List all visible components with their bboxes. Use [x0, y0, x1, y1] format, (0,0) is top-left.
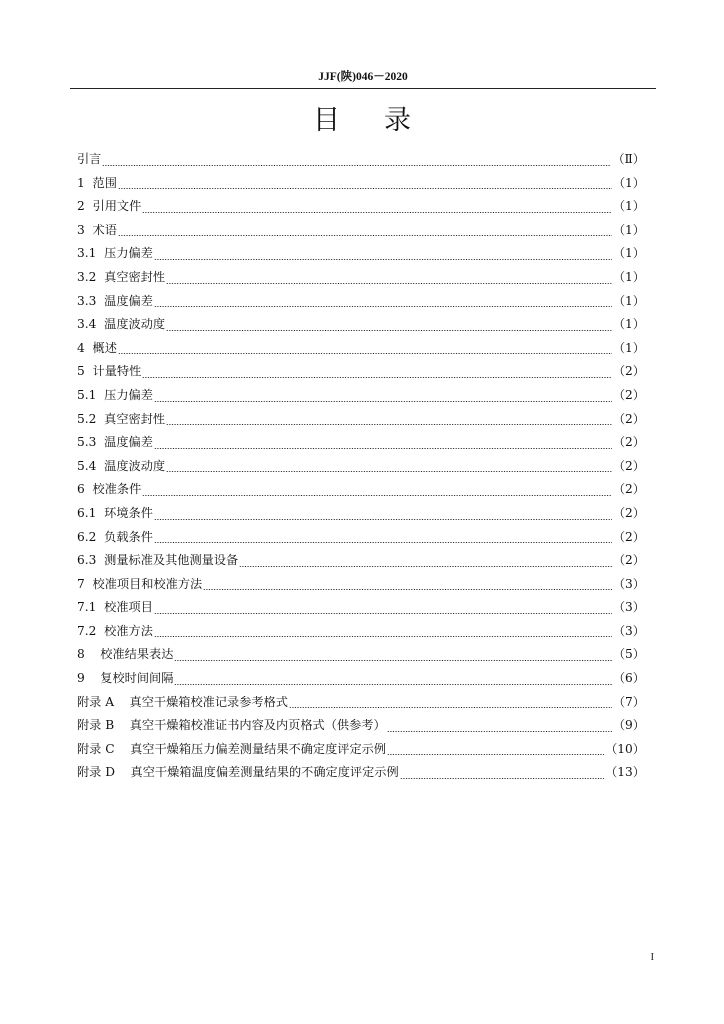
toc-dot-leader: [174, 660, 611, 661]
toc-entry-page: （2）: [612, 529, 645, 544]
toc-dot-leader: [118, 188, 612, 189]
toc-dot-leader: [166, 424, 612, 425]
toc-entry-page: （1）: [612, 293, 645, 308]
toc-entry-page: （3）: [612, 576, 645, 591]
toc-entry[interactable]: [77, 266, 645, 290]
toc-entry-title: 5.2 真空密封性: [77, 411, 166, 426]
toc-dot-leader: [154, 542, 612, 543]
toc-entry-page: （7）: [612, 694, 645, 709]
toc-entry[interactable]: [77, 313, 645, 337]
toc-entry-title: 5.4 温度波动度: [77, 458, 166, 473]
toc-entry[interactable]: [77, 549, 645, 573]
toc-entry-page: （2）: [612, 364, 645, 379]
table-of-contents: [77, 148, 645, 785]
toc-entry-page: （1）: [612, 222, 645, 237]
page-number: I: [650, 952, 654, 963]
toc-entry-title: 6 校准条件: [77, 482, 142, 497]
toc-entry-page: （1）: [612, 175, 645, 190]
toc-entry[interactable]: [77, 219, 645, 243]
toc-entry-page: （2）: [612, 482, 645, 497]
toc-entry-title: 引言: [77, 152, 102, 166]
toc-entry[interactable]: [77, 242, 645, 266]
toc-entry-page: （6）: [612, 671, 645, 686]
toc-entry-page: （1）: [612, 199, 645, 214]
toc-entry[interactable]: [77, 620, 645, 644]
toc-entry-page: （10）: [605, 741, 645, 756]
toc-dot-leader: [154, 259, 612, 260]
toc-entry[interactable]: [77, 172, 645, 196]
toc-dot-leader: [174, 684, 611, 685]
toc-dot-leader: [154, 448, 612, 449]
toc-entry-page: （3）: [612, 600, 645, 615]
toc-entry-title: 附录 C 真空干燥箱压力偏差测量结果不确定度评定示例: [77, 741, 387, 756]
toc-dot-leader: [154, 519, 612, 520]
toc-entry-page: （2）: [612, 505, 645, 520]
toc-entry[interactable]: [77, 691, 645, 715]
toc-entry[interactable]: [77, 643, 645, 667]
toc-entry-title: 7.1 校准项目: [77, 600, 153, 615]
toc-entry[interactable]: [77, 148, 645, 172]
toc-entry-title: 3.3 温度偏差: [77, 293, 153, 308]
toc-dot-leader: [166, 471, 612, 472]
toc-entry[interactable]: [77, 478, 645, 502]
toc-entry-page: （2）: [612, 387, 645, 402]
toc-entry[interactable]: [77, 667, 645, 691]
toc-dot-leader: [289, 707, 612, 708]
toc-entry-page: （3）: [612, 623, 645, 638]
toc-dot-leader: [400, 778, 604, 779]
toc-entry[interactable]: [77, 195, 645, 219]
toc-entry-title: 5.3 温度偏差: [77, 435, 153, 450]
toc-entry-title: 附录 A 真空干燥箱校准记录参考格式: [77, 694, 288, 709]
toc-entry[interactable]: [77, 337, 645, 361]
toc-entry[interactable]: [77, 290, 645, 314]
toc-entry-page: （2）: [612, 553, 645, 568]
toc-entry-title: 3.4 温度波动度: [77, 317, 166, 332]
toc-entry-title: 1 范围: [77, 175, 117, 190]
toc-dot-leader: [239, 566, 612, 567]
toc-dot-leader: [142, 212, 612, 213]
toc-dot-leader: [118, 353, 612, 354]
toc-entry-title: 7.2 校准方法: [77, 623, 153, 638]
toc-entry[interactable]: [77, 573, 645, 597]
toc-entry[interactable]: [77, 502, 645, 526]
toc-entry[interactable]: [77, 738, 645, 762]
toc-entry-title: 6.2 负载条件: [77, 529, 153, 544]
toc-dot-leader: [142, 495, 612, 496]
toc-dot-leader: [102, 165, 611, 166]
toc-dot-leader: [387, 731, 612, 732]
toc-dot-leader: [166, 330, 612, 331]
toc-dot-leader: [387, 754, 604, 755]
toc-entry-title: 4 概述: [77, 340, 117, 355]
toc-entry-page: （9）: [612, 718, 645, 733]
toc-entry-page: （5）: [612, 647, 645, 662]
toc-entry-page: （Ⅱ）: [612, 152, 645, 166]
toc-entry-page: （1）: [612, 269, 645, 284]
toc-entry-title: 附录 B 真空干燥箱校准证书内容及内页格式（供参考）: [77, 718, 386, 733]
toc-dot-leader: [166, 283, 612, 284]
toc-entry[interactable]: [77, 761, 645, 785]
toc-entry[interactable]: [77, 384, 645, 408]
page-title: 目录: [313, 105, 455, 136]
toc-entry-title: 7 校准项目和校准方法: [77, 576, 203, 591]
toc-entry-page: （2）: [612, 458, 645, 473]
toc-entry[interactable]: [77, 455, 645, 479]
toc-entry-page: （1）: [612, 340, 645, 355]
toc-entry[interactable]: [77, 526, 645, 550]
toc-entry-title: 5 计量特性: [77, 364, 142, 379]
toc-entry-page: （2）: [612, 435, 645, 450]
toc-entry-title: 6.1 环境条件: [77, 505, 153, 520]
toc-entry[interactable]: [77, 431, 645, 455]
toc-entry-title: 3 术语: [77, 222, 117, 237]
toc-dot-leader: [203, 589, 612, 590]
toc-entry-page: （13）: [605, 765, 645, 780]
toc-entry-page: （1）: [612, 246, 645, 261]
toc-entry-title: 5.1 压力偏差: [77, 387, 153, 402]
toc-entry-title: 8 校准结果表达: [77, 647, 174, 662]
toc-dot-leader: [154, 636, 612, 637]
toc-entry[interactable]: [77, 714, 645, 738]
toc-entry-title: 6.3 测量标准及其他测量设备: [77, 553, 239, 568]
toc-entry-title: 3.2 真空密封性: [77, 269, 166, 284]
toc-entry-title: 附录 D 真空干燥箱温度偏差测量结果的不确定度评定示例: [77, 765, 399, 780]
toc-entry-title: 2 引用文件: [77, 199, 142, 214]
toc-dot-leader: [142, 377, 612, 378]
toc-entry[interactable]: [77, 408, 645, 432]
toc-entry-title: 3.1 压力偏差: [77, 246, 153, 261]
toc-dot-leader: [118, 235, 612, 236]
toc-entry-page: （2）: [612, 411, 645, 426]
toc-entry-title: 9 复校时间间隔: [77, 671, 174, 686]
document-code-header: JJF(陕)046－2020: [70, 66, 656, 89]
toc-entry-page: （1）: [612, 317, 645, 332]
toc-entry[interactable]: [77, 360, 645, 384]
toc-dot-leader: [154, 306, 612, 307]
toc-entry[interactable]: [77, 596, 645, 620]
toc-dot-leader: [154, 401, 612, 402]
toc-dot-leader: [154, 613, 612, 614]
